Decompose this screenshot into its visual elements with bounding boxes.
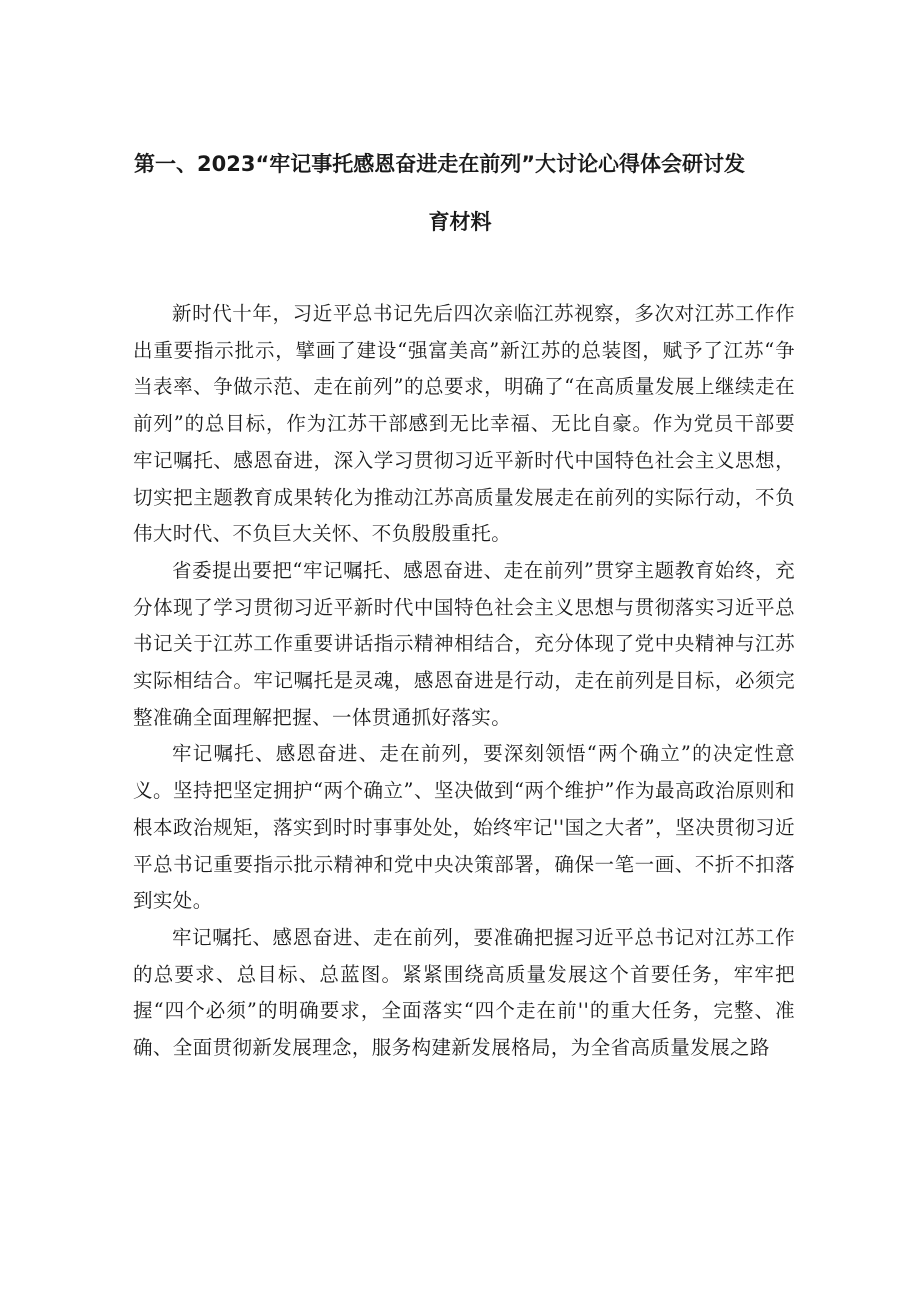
paragraph-2: 省委提出要把“牢记嘱托、感恩奋进、走在前列”贯穿主题教育始终，充分体现了学习贯彻习近平新时代中国特色社会主义思想与贯彻落实习近平总书记关于江苏工作重要讲话指示精神相结合，充分体现了党中央精神与江苏实际相结合。牢记嘱托是灵魂，感恩奋进是行动，走在前列是目标，必须完整准确全面理解把握、一体贯通抓好落实。	[133, 558, 795, 729]
document-title-line-1: 第一、2023“牢记事托感恩奋进走在前列”大讨论心得体会研讨发	[134, 152, 746, 176]
document-title-line-2: 育材料	[428, 210, 492, 234]
paragraph-4: 牢记嘱托、感恩奋进、走在前列，要准确把握习近平总书记对江苏工作的总要求、总目标、总蓝图。紧紧围绕高质量发展这个首要任务，牢牢把握“四个必须”的明确要求，全面落实“四个走在前''的重大任务，完整、准确、全面贯彻新发展理念，服务构建新发展格局，为全省高质量发展之路	[133, 925, 795, 1060]
paragraph-3: 牢记嘱托、感恩奋进、走在前列，要深刻领悟“两个确立”的决定性意义。坚持把坚定拥护“两个确立”、坚决做到“两个维护”作为最高政治原则和根本政治规矩，落实到时时事事处处，始终牢记''国之大者”，坚决贯彻习近平总书记重要指示批示精神和党中央决策部署，确保一笔一画、不折不扣落到实处。	[133, 742, 795, 913]
document-body	[133, 296, 795, 1067]
paragraph-1: 新时代十年，习近平总书记先后四次亲临江苏视察，多次对江苏工作作出重要指示批示，擘画了建设“强富美高”新江苏的总装图，赋予了江苏“争当表率、争做示范、走在前列”的总要求，明确了“在高质量发展上继续走在前列”的总目标，作为江苏干部感到无比幸福、无比自豪。作为党员干部要牢记嘱托、感恩奋进，深入学习贯彻习近平新时代中国特色社会主义思想，切实把主题教育成果转化为推动江苏高质量发展走在前列的实际行动，不负伟大时代、不负巨大关怀、不负殷殷重托。	[133, 302, 795, 546]
